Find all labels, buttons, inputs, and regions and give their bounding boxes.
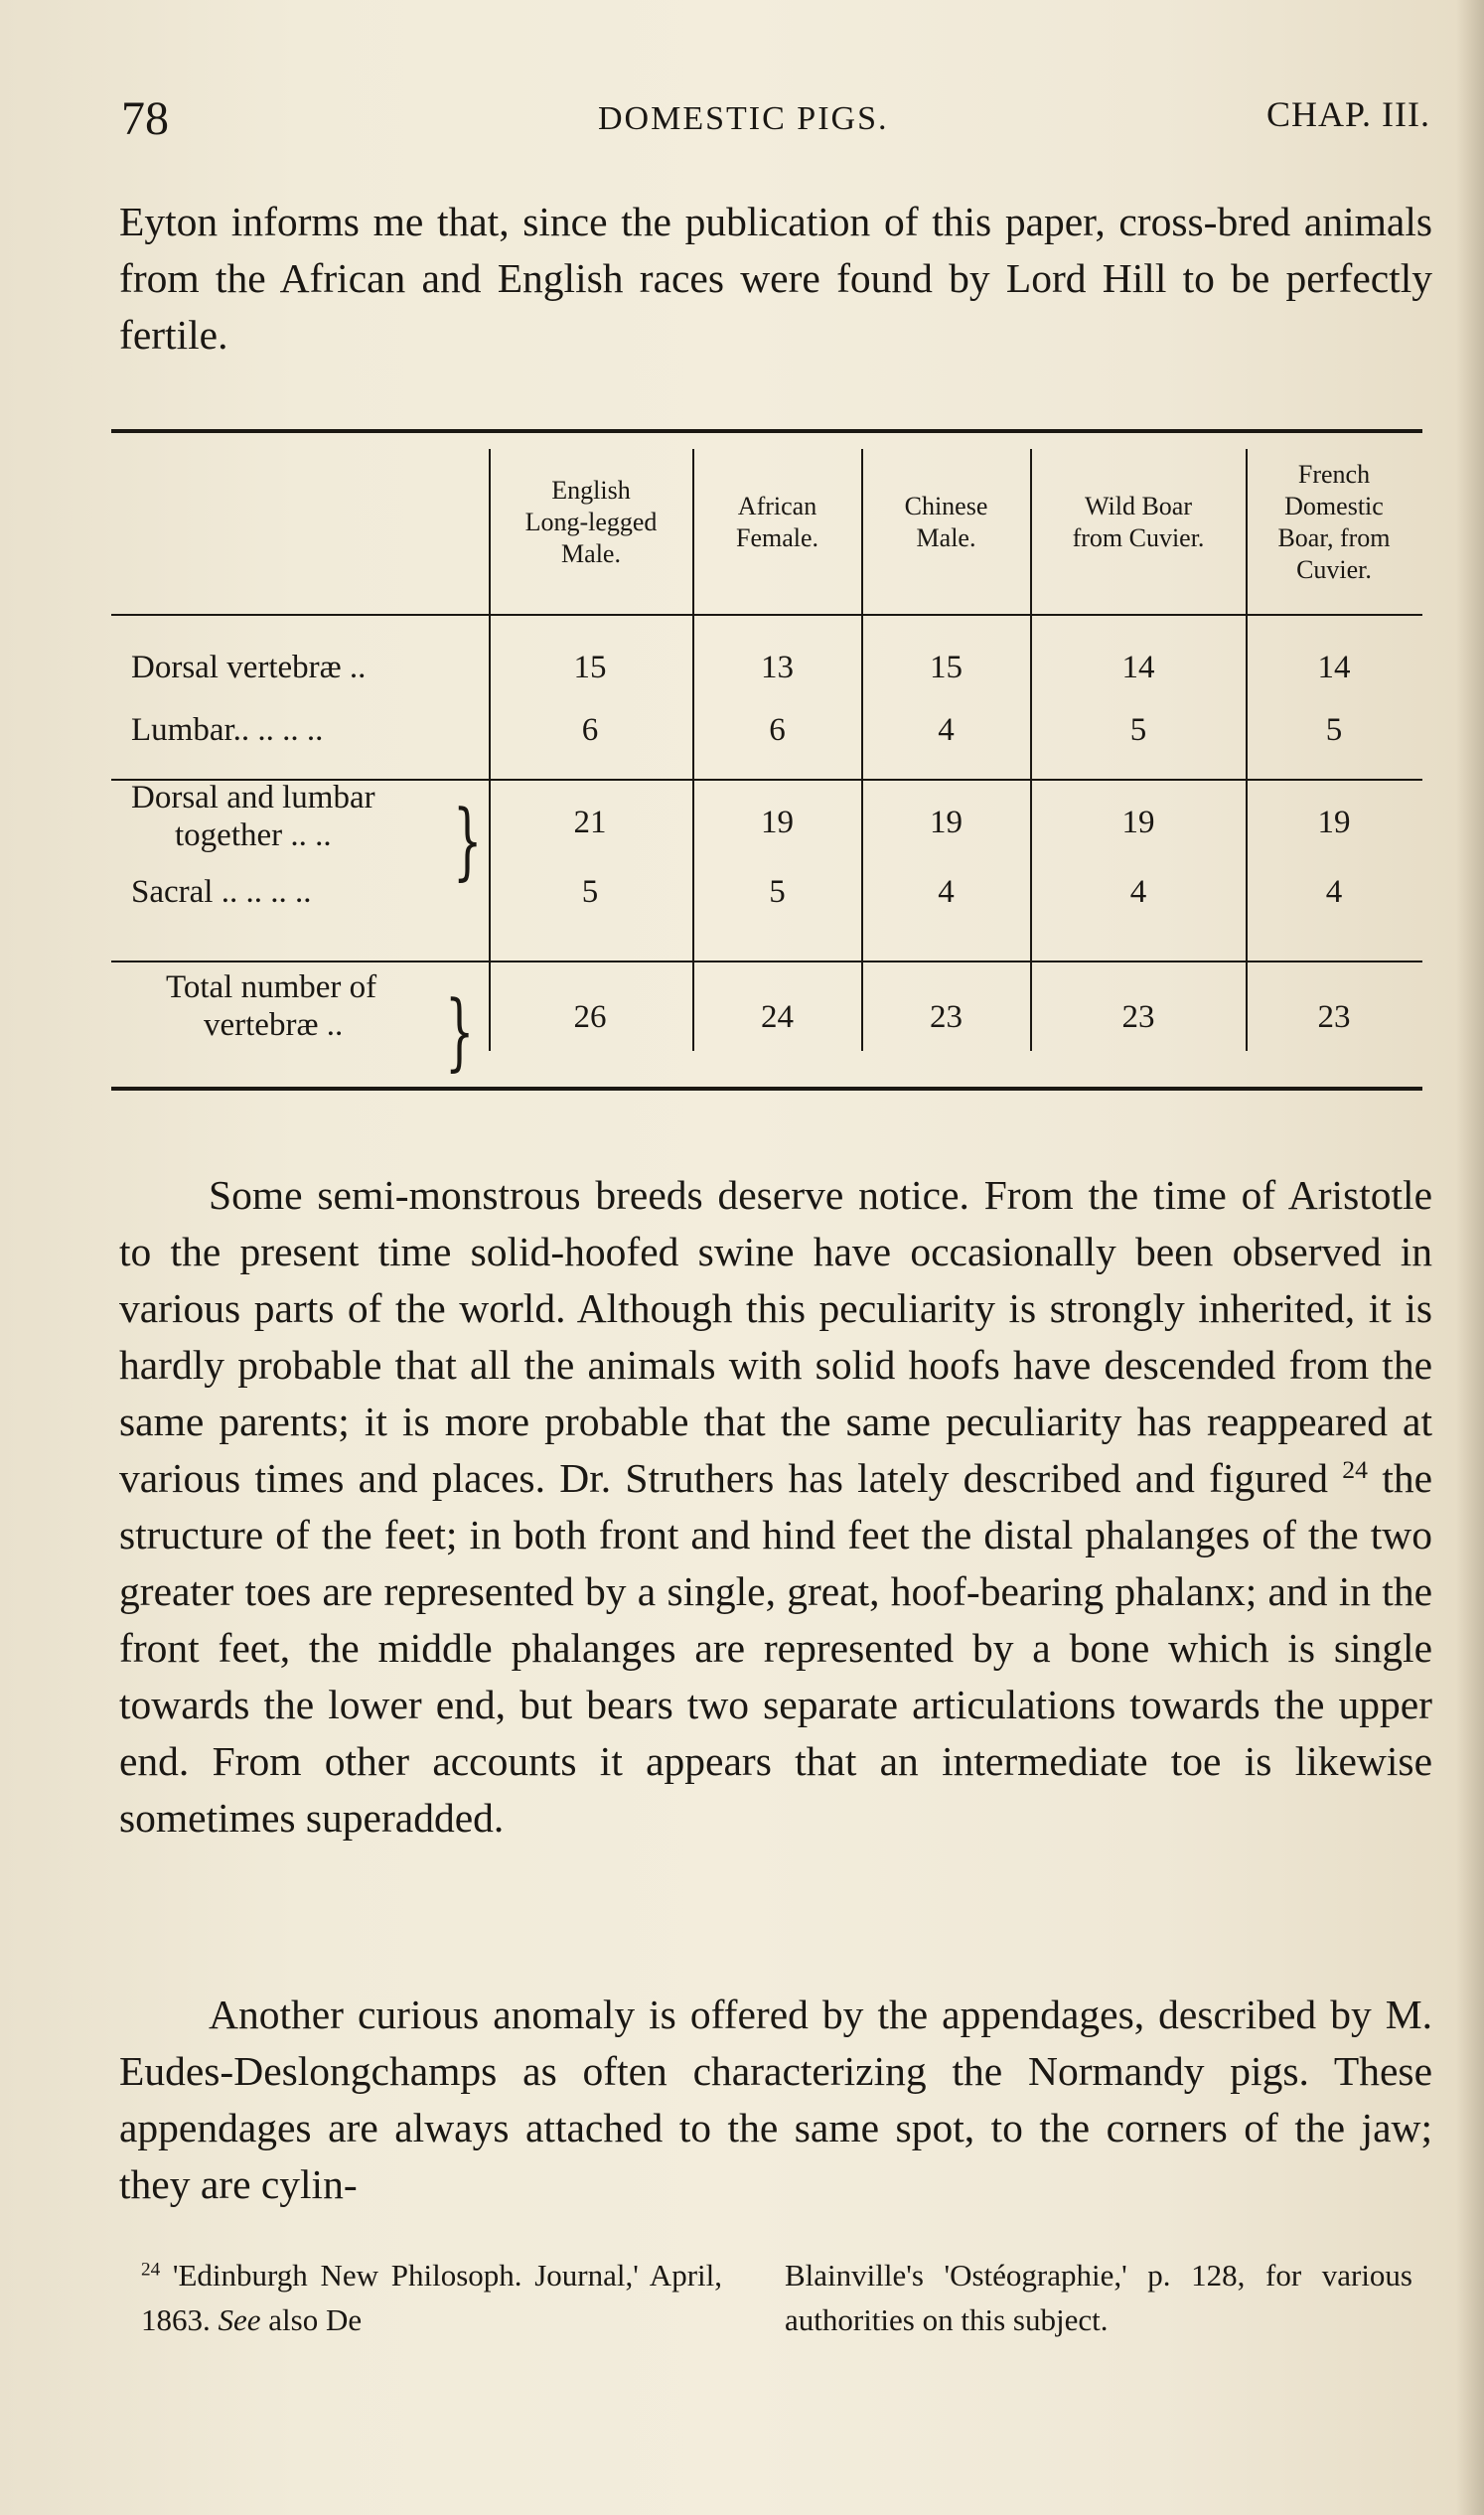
- cell-total-english: 26: [573, 999, 607, 1035]
- table-bottom-rule: [111, 1087, 1422, 1091]
- cell-dorsal-lumbar-english: 21: [573, 805, 607, 840]
- footnote-reference: 24: [1342, 1454, 1369, 1484]
- row-brace: }: [453, 792, 483, 889]
- row-label-lumbar: Lumbar.. .. .. ..: [131, 712, 324, 748]
- cell-dorsal-english: 15: [573, 650, 607, 685]
- cell-total-french-boar: 23: [1317, 999, 1351, 1035]
- running-title: DOMESTIC PIGS.: [598, 100, 889, 137]
- cell-dorsal-lumbar-wild-boar: 19: [1121, 805, 1155, 840]
- cell-sacral-wild-boar: 4: [1129, 874, 1147, 910]
- cell-dorsal-chinese: 15: [930, 650, 963, 685]
- cell-lumbar-english: 6: [581, 712, 599, 748]
- cell-total-chinese: 23: [930, 999, 963, 1035]
- opening-paragraph: Eyton informs me that, since the publication of this paper, cross-bred animals from the African and English races were found by Lord Hill to be perfectly fertile.: [119, 199, 1432, 358]
- cell-lumbar-wild-boar: 5: [1129, 712, 1147, 748]
- cell-sacral-english: 5: [581, 874, 599, 910]
- row-label-dorsal-lumbar: [131, 779, 375, 854]
- footnote-number: 24: [141, 2259, 161, 2281]
- cell-dorsal-lumbar-chinese: 19: [930, 805, 963, 840]
- column-header-french-boar: French Domestic Boar, from Cuvier.: [1277, 460, 1391, 584]
- cell-dorsal-lumbar-french-boar: 19: [1317, 805, 1351, 840]
- row-label-total-line2: vertebræ ..: [204, 1007, 344, 1043]
- footnote-left-text: 'Edinburgh New Philosoph. Journal,' April, 1863.: [141, 2258, 722, 2337]
- footnote-left-column: [141, 2253, 722, 2342]
- footnote-see: See: [218, 2302, 261, 2337]
- footnote-right-column: Blainville's 'Ostéographie,' p. 128, for various authorities on this subject.: [785, 2258, 1412, 2337]
- cell-lumbar-chinese: 4: [938, 712, 955, 748]
- table-header-rule: [111, 614, 1422, 616]
- column-header-chinese: Chinese Male.: [904, 492, 988, 552]
- footnote-left-cont: also De: [268, 2302, 363, 2337]
- chapter-label: CHAP. III.: [1265, 94, 1430, 134]
- row-label-dorsal-lumbar-line1: Dorsal and lumbar: [131, 780, 375, 815]
- solid-hoofed-paragraph: [119, 1167, 1432, 1847]
- cell-dorsal-french-boar: 14: [1317, 650, 1351, 685]
- row-brace: }: [445, 982, 475, 1080]
- column-header-african: African Female.: [735, 492, 819, 552]
- cell-lumbar-african: 6: [769, 712, 786, 748]
- cell-dorsal-lumbar-african: 19: [761, 805, 794, 840]
- cell-total-african: 24: [761, 999, 794, 1035]
- row-label-total-line1: Total number of: [166, 969, 377, 1005]
- cell-lumbar-french-boar: 5: [1325, 712, 1343, 748]
- cell-sacral-french-boar: 4: [1325, 874, 1343, 910]
- column-header-english: English Long-legged Male.: [524, 476, 658, 568]
- column-header-wild-boar: Wild Boar from Cuvier.: [1072, 492, 1205, 552]
- cell-sacral-chinese: 4: [938, 874, 955, 910]
- cell-sacral-african: 5: [769, 874, 786, 910]
- running-header: [121, 89, 1430, 149]
- solid-hoofed-text-start: Some semi-monstrous breeds deserve notice. From the time of Aristotle to the present time solid-hoofed swine have occasionally been observed in various parts of the world. Although this peculiarity is strongly inherited, it is hardly probable that all the animals with solid hoofs have descended from the same parents; it is more probable that the same peculiarity has reappeared at various times and places. Dr. Struthers has lately described and figured: [119, 1172, 1432, 1501]
- row-label-dorsal: Dorsal vertebræ ..: [131, 650, 367, 685]
- vertebrae-table: [111, 429, 1422, 1093]
- page-number: 78: [121, 92, 169, 145]
- table-top-rule: [111, 429, 1422, 433]
- row-label-sacral: Sacral .. .. .. ..: [131, 874, 312, 910]
- cell-total-wild-boar: 23: [1121, 999, 1155, 1035]
- page-gutter-shadow: [1456, 0, 1484, 2515]
- row-label-total: [166, 968, 376, 1044]
- cell-dorsal-african: 13: [761, 650, 794, 685]
- solid-hoofed-text-end: the structure of the feet; in both front and hind feet the distal phalanges of the two greater toes are represented by a single, great, hoof-bearing phalanx; and in the front feet, the middle phalanges are represented by a bone which is single towards the lower end, but bears two separate articulations towards the upper end. From other accounts it appears that an intermediate toe is likewise sometimes superadded.: [119, 1455, 1433, 1841]
- row-label-dorsal-lumbar-line2: together .. ..: [175, 817, 332, 853]
- appendages-paragraph: Another curious anomaly is offered by the appendages, described by M. Eudes-Deslongchamps as often characterizing the Normandy pigs. These appendages are always attached to the same spot, to the corners of the jaw; they are cylin-: [119, 1992, 1432, 2207]
- table-total-rule: [111, 961, 1422, 962]
- cell-dorsal-wild-boar: 14: [1121, 650, 1155, 685]
